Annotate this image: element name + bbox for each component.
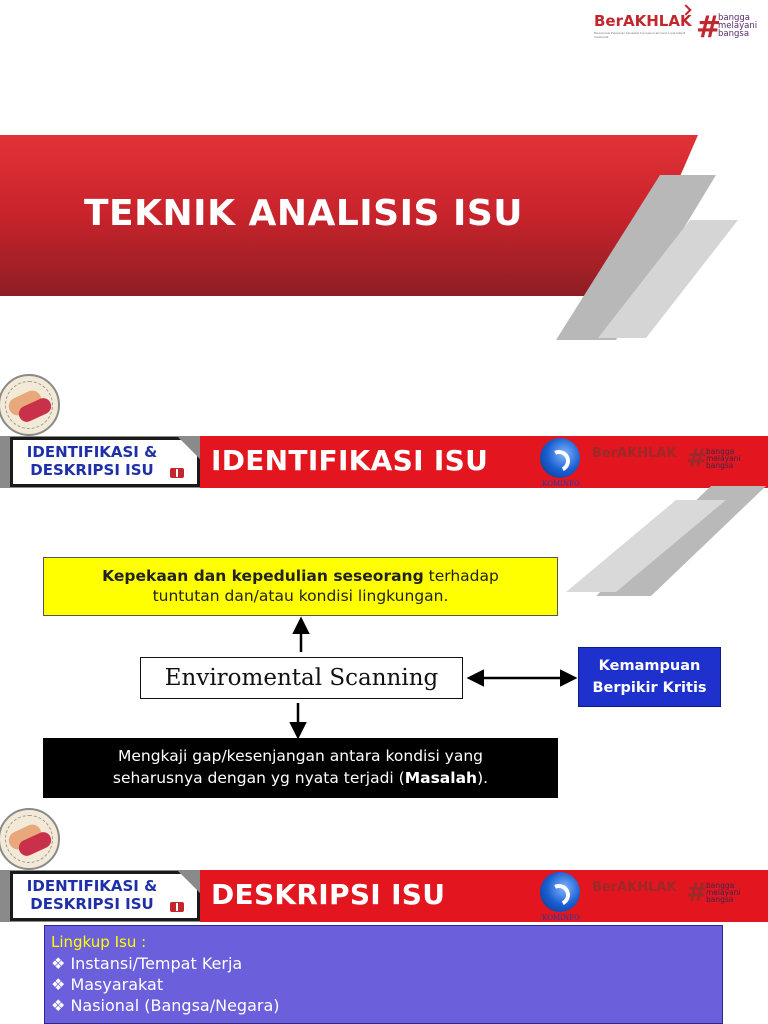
kominfo-logo — [536, 438, 586, 488]
brand-wordmark: BerAKHLAK — [592, 880, 677, 895]
kominfo-label: KOMINFO — [542, 480, 580, 488]
gap-analysis-box — [43, 738, 558, 798]
lingkup-isu-box — [44, 925, 723, 1024]
awareness-box — [43, 557, 558, 616]
page-title: TEKNIK ANALISIS ISU — [84, 193, 524, 234]
gap-line-2: seharusnya dengan yg nyata terjadi (Masalah). — [112, 769, 489, 787]
slogan-line-1: bangga — [706, 881, 735, 890]
diamond-bullet-icon: ❖ — [51, 954, 66, 973]
slogan-line-3: bangsa — [718, 29, 750, 39]
section-tab-label: IDENTIFIKASI & DESKRIPSI ISU — [26, 877, 158, 913]
list-item: ❖ Nasional (Bangsa/Negara) — [51, 996, 280, 1015]
berakhlak-logo — [590, 2, 768, 52]
seal-emblem-icon — [0, 374, 60, 436]
slogan — [706, 448, 740, 469]
diamond-bullet-icon: ❖ — [51, 975, 66, 994]
slogan-line-3: bangsa — [706, 461, 734, 470]
section-title: IDENTIFIKASI ISU — [211, 444, 489, 477]
list-item: ❖ Instansi/Tempat Kerja — [51, 954, 243, 973]
critical-thinking-box — [578, 647, 721, 707]
berakhlak-logo — [590, 440, 760, 484]
slogan — [718, 14, 757, 38]
berakhlak-logo — [590, 874, 760, 918]
section-header-identifikasi — [0, 436, 768, 488]
awareness-line-2: tuntutan dan/atau kondisi lingkungan. — [152, 587, 449, 605]
diamond-bullet-icon: ❖ — [51, 996, 66, 1015]
section-tab-label: IDENTIFIKASI & DESKRIPSI ISU — [26, 443, 158, 479]
lingkup-heading: Lingkup Isu : — [51, 933, 147, 951]
critical-thinking-line-2: Berpikir Kritis — [592, 680, 707, 696]
slogan — [706, 882, 740, 903]
critical-thinking-line-1: Kemampuan — [598, 658, 701, 674]
kominfo-label: KOMINFO — [542, 914, 580, 922]
hashtag-icon: # — [696, 10, 722, 45]
slogan-line-1: bangga — [706, 447, 735, 456]
slogan-line-2: melayani — [706, 454, 741, 463]
kominfo-logo — [536, 872, 586, 922]
gap-line-1: Mengkaji gap/kesenjangan antara kondisi yang — [117, 747, 484, 765]
brand-tagline: Berorientasi Pelayanan Akuntabel Kompeten Harmonis Loyal Adaptif Kolaboratif — [594, 31, 686, 39]
hashtag-icon: # — [686, 878, 708, 908]
slogan-line-2: melayani — [706, 888, 741, 897]
environmental-scanning-box: Enviromental Scanning — [140, 657, 463, 699]
slogan-line-1: bangga — [718, 13, 750, 23]
slogan-line-2: melayani — [718, 21, 758, 31]
hashtag-icon: # — [686, 444, 708, 474]
book-icon — [170, 902, 184, 912]
brand-wordmark: BerAKHLAK — [592, 446, 677, 461]
brand-wordmark: BerAKHLAK — [594, 12, 692, 30]
seal-emblem-icon — [0, 808, 60, 870]
book-icon — [170, 468, 184, 478]
awareness-line-1: Kepekaan dan kepedulian seseorang terhadap — [102, 567, 499, 585]
section-title: DESKRIPSI ISU — [211, 878, 446, 911]
slogan-line-3: bangsa — [706, 895, 734, 904]
section-header-deskripsi — [0, 870, 768, 922]
list-item: ❖ Masyarakat — [51, 975, 164, 994]
